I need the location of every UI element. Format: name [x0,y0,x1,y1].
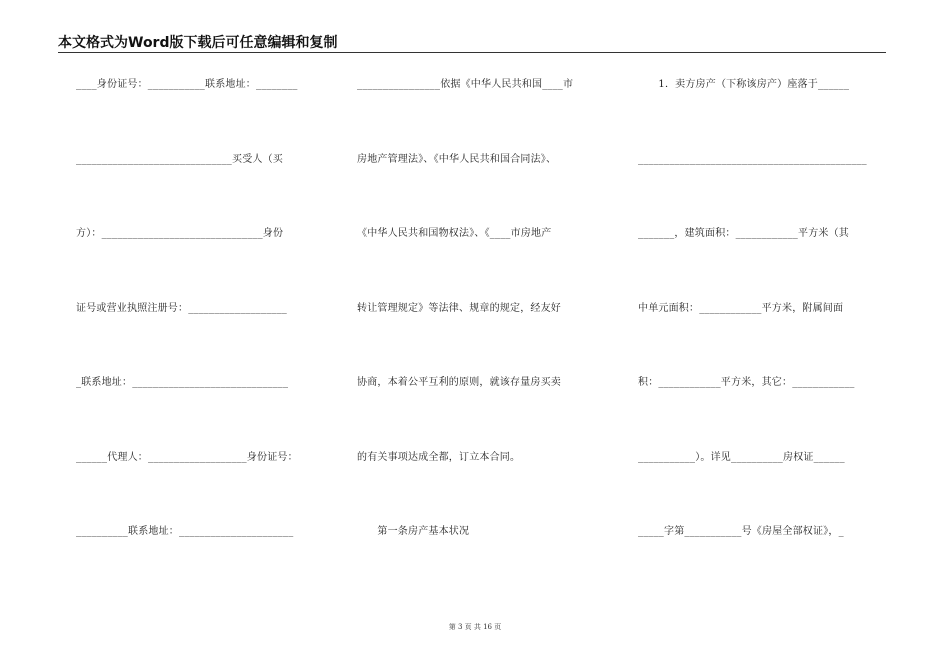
text-column-2 [357,78,612,600]
text-column-1 [76,78,326,600]
text-line: 《中华人民共和国物权法》、《____市房地产 [357,228,552,239]
text-line: 的有关事项达成全都，订立本合同。 [357,451,521,463]
text-line: 1．卖方房产（下称该房产）座落于______ [638,79,850,90]
text-line: ____________________________________________ [638,153,867,165]
text-line: ______________________________买受人（买 [76,153,283,165]
text-line: 中单元面积：____________平方米，附属间面 [638,302,844,314]
text-line: ______代理人：___________________身份证号： [76,451,298,463]
header-divider [58,52,886,53]
text-line: _______，建筑面积：____________平方米（其 [638,228,849,239]
text-line: ____身份证号：___________联系地址：________ [76,79,298,90]
text-line: 房地产管理法》、《中华人民共和国合同法》、 [357,153,557,165]
page-number: 第 3 页 共 16 页 [448,623,502,631]
text-line: 方）：_______________________________身份 [76,228,284,239]
text-line: 转让管理规定》等法律、规章的规定，经友好 [357,302,561,314]
text-line: 证号或营业执照注册号：___________________ [76,302,287,314]
text-line: ________________依据《中华人民共和国____市 [357,79,574,90]
text-line: ___________）。详见__________房权证______ [638,451,845,463]
section-heading: 第一条房产基本状况 [357,526,470,537]
text-line: _____字第___________号《房屋全部权证》，_ [638,526,844,537]
text-line: _联系地址：______________________________ [76,377,289,388]
document-header: 本文格式为Word版下载后可任意编辑和复制 [58,35,338,51]
text-column-3 [638,78,888,600]
text-line: 协商，本着公平互利的原则，就该存量房买卖 [357,377,561,388]
text-line: __________联系地址：______________________ [76,526,294,537]
text-line: 积：____________平方米，其它：____________ [638,377,855,388]
